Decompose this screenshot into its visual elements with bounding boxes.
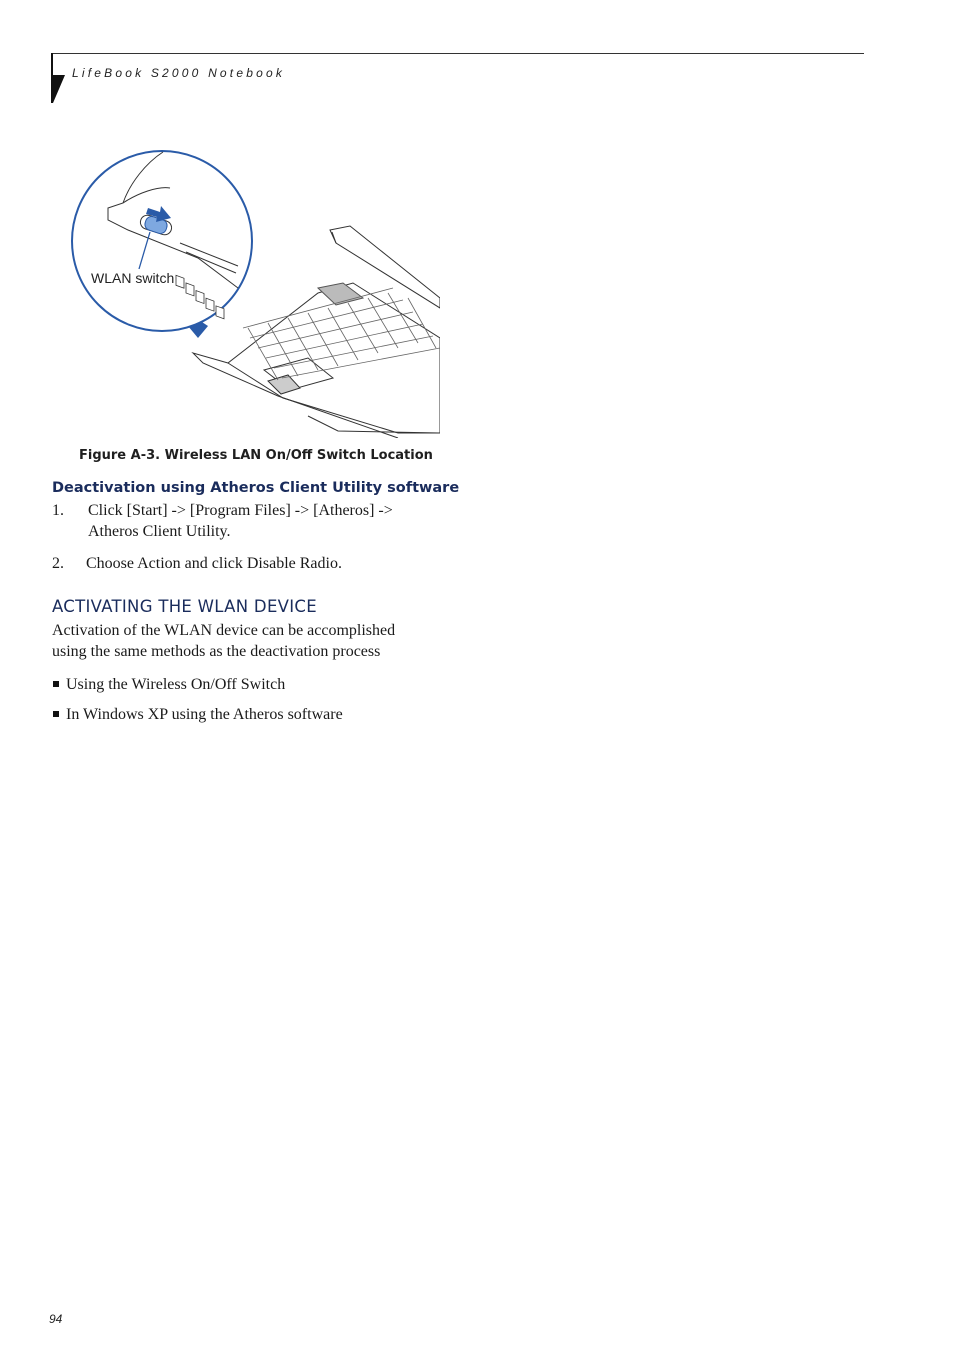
- wlan-switch-callout-label: WLAN switch: [91, 270, 175, 286]
- header-tab-mark: [51, 53, 65, 103]
- figure-caption: Figure A-3. Wireless LAN On/Off Switch Location: [79, 448, 433, 463]
- bullet-text: Using the Wireless On/Off Switch: [66, 676, 286, 693]
- bullet-square-icon: [53, 681, 59, 687]
- activation-heading: ACTIVATING THE WLAN DEVICE: [52, 597, 317, 616]
- bullet-text: In Windows XP using the Atheros software: [66, 706, 343, 723]
- step-text: Choose Action and click Disable Radio.: [86, 555, 342, 572]
- step-number: 2.: [52, 555, 64, 572]
- bullet-square-icon: [53, 711, 59, 717]
- header-rule: [52, 53, 864, 54]
- step-text: Click [Start] -> [Program Files] -> [Atheros] -> Atheros Client Utility.: [88, 502, 393, 540]
- page-number: 94: [49, 1312, 63, 1326]
- activation-paragraph: Activation of the WLAN device can be accomplished using the same methods as the deactivation process: [52, 622, 396, 660]
- deactivation-heading: Deactivation using Atheros Client Utility software: [52, 480, 460, 496]
- wlan-switch-figure: [68, 148, 440, 438]
- step-number: 1.: [52, 502, 64, 519]
- running-head: LifeBook S2000 Notebook: [72, 66, 286, 80]
